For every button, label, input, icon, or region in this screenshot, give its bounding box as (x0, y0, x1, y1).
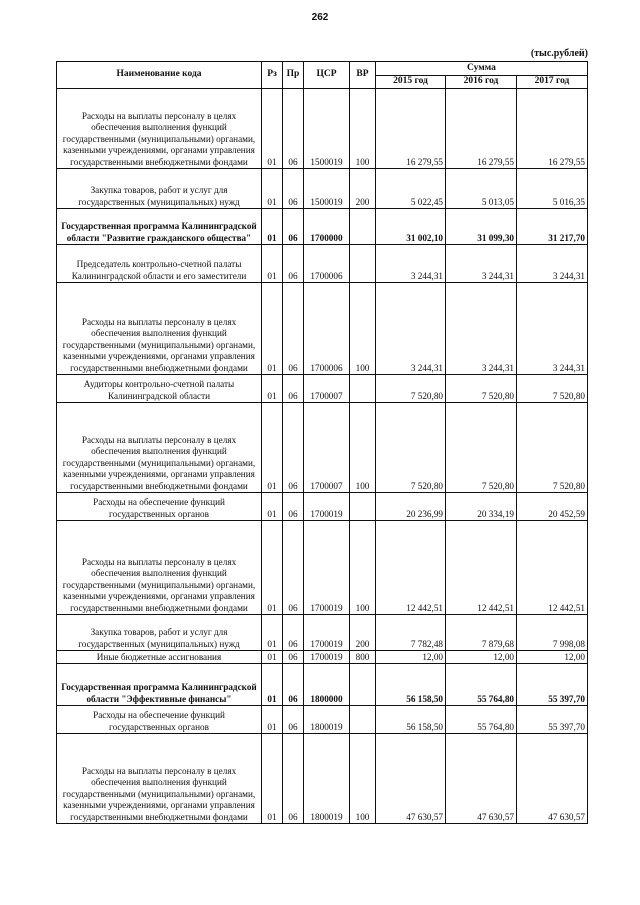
header-sum: Сумма (376, 62, 588, 76)
cell-pr: 06 (283, 209, 304, 245)
cell-rz: 01 (262, 651, 283, 664)
cell-2015: 5 022,45 (376, 169, 446, 209)
cell-name: Расходы на обеспечение функций государственных органов (57, 493, 262, 521)
cell-csr: 1700006 (304, 245, 350, 283)
cell-2017: 20 452,59 (517, 493, 588, 521)
table-row (57, 521, 588, 615)
cell-csr: 1700007 (304, 403, 350, 493)
cell-name: Расходы на выплаты персоналу в целях обеспечения выполнения функций государственными (муниципальными) органами, казенными учреждениями, органами управления государственными внебюджетными фондами (57, 521, 262, 615)
cell-2017: 5 016,35 (517, 169, 588, 209)
cell-name: Председатель контрольно-счетной палаты Калининградской области и его заместители (57, 245, 262, 283)
cell-name: Иные бюджетные ассигнования (57, 651, 262, 664)
cell-vr (350, 706, 376, 734)
cell-2015: 56 158,50 (376, 664, 446, 706)
table-row (57, 706, 588, 734)
cell-rz: 01 (262, 615, 283, 651)
cell-pr: 06 (283, 521, 304, 615)
cell-pr: 06 (283, 89, 304, 169)
cell-rz: 01 (262, 245, 283, 283)
cell-pr: 06 (283, 615, 304, 651)
cell-vr (350, 493, 376, 521)
cell-2015: 20 236,99 (376, 493, 446, 521)
budget-table (56, 61, 588, 824)
table-row (57, 169, 588, 209)
cell-pr: 06 (283, 169, 304, 209)
cell-rz: 01 (262, 493, 283, 521)
cell-vr (350, 375, 376, 403)
cell-2016: 16 279,55 (446, 89, 517, 169)
cell-rz: 01 (262, 521, 283, 615)
cell-csr: 1700019 (304, 521, 350, 615)
header-name: Наименование кода (57, 62, 262, 89)
cell-2015: 7 782,48 (376, 615, 446, 651)
cell-2015: 47 630,57 (376, 734, 446, 824)
cell-2017: 7 520,80 (517, 403, 588, 493)
cell-2017: 47 630,57 (517, 734, 588, 824)
cell-vr (350, 664, 376, 706)
cell-pr: 06 (283, 375, 304, 403)
cell-vr: 100 (350, 283, 376, 375)
cell-2016: 12,00 (446, 651, 517, 664)
cell-name: Закупка товаров, работ и услуг для государственных (муниципальных) нужд (57, 169, 262, 209)
cell-2015: 3 244,31 (376, 283, 446, 375)
cell-rz: 01 (262, 375, 283, 403)
cell-2016: 7 520,80 (446, 403, 517, 493)
cell-name: Закупка товаров, работ и услуг для государственных (муниципальных) нужд (57, 615, 262, 651)
table-row (57, 375, 588, 403)
cell-2015: 12,00 (376, 651, 446, 664)
cell-2017: 16 279,55 (517, 89, 588, 169)
cell-2015: 7 520,80 (376, 403, 446, 493)
cell-csr: 1800000 (304, 664, 350, 706)
cell-csr: 1700019 (304, 493, 350, 521)
cell-pr: 06 (283, 651, 304, 664)
cell-2017: 12,00 (517, 651, 588, 664)
cell-name: Расходы на выплаты персоналу в целях обеспечения выполнения функций государственными (муниципальными) органами, казенными учреждениями, органами управления государственными внебюджетными фондами (57, 403, 262, 493)
cell-rz: 01 (262, 664, 283, 706)
cell-vr: 200 (350, 169, 376, 209)
cell-csr: 1500019 (304, 89, 350, 169)
cell-2016: 7 520,80 (446, 375, 517, 403)
cell-2017: 31 217,70 (517, 209, 588, 245)
cell-vr: 100 (350, 403, 376, 493)
cell-vr (350, 245, 376, 283)
cell-name: Расходы на выплаты персоналу в целях обеспечения выполнения функций государственными (муниципальными) органами, казенными учреждениями, органами управления государственными внебюджетными фондами (57, 734, 262, 824)
cell-2015: 7 520,80 (376, 375, 446, 403)
cell-csr: 1700019 (304, 651, 350, 664)
cell-2016: 7 879,68 (446, 615, 517, 651)
cell-csr: 1700019 (304, 615, 350, 651)
table-row (57, 734, 588, 824)
cell-2016: 20 334,19 (446, 493, 517, 521)
table-body (57, 89, 588, 824)
table-row (57, 245, 588, 283)
cell-vr: 200 (350, 615, 376, 651)
cell-csr: 1500019 (304, 169, 350, 209)
cell-name: Расходы на обеспечение функций государственных органов (57, 706, 262, 734)
cell-rz: 01 (262, 169, 283, 209)
cell-2017: 3 244,31 (517, 283, 588, 375)
table-row (57, 651, 588, 664)
cell-csr: 1800019 (304, 734, 350, 824)
cell-name: Расходы на выплаты персоналу в целях обеспечения выполнения функций государственными (муниципальными) органами, казенными учреждениями, органами управления государственными внебюджетными фондами (57, 283, 262, 375)
cell-2015: 12 442,51 (376, 521, 446, 615)
cell-pr: 06 (283, 706, 304, 734)
cell-2016: 55 764,80 (446, 706, 517, 734)
table-row (57, 89, 588, 169)
cell-pr: 06 (283, 493, 304, 521)
cell-2017: 7 520,80 (517, 375, 588, 403)
table-row (57, 209, 588, 245)
cell-2016: 47 630,57 (446, 734, 517, 824)
cell-2016: 12 442,51 (446, 521, 517, 615)
header-csr: ЦСР (304, 62, 350, 89)
cell-csr: 1700000 (304, 209, 350, 245)
cell-name: Аудиторы контрольно-счетной палаты Калининградской области (57, 375, 262, 403)
cell-csr: 1700006 (304, 283, 350, 375)
cell-csr: 1700007 (304, 375, 350, 403)
cell-vr: 100 (350, 521, 376, 615)
cell-vr (350, 209, 376, 245)
cell-2016: 55 764,80 (446, 664, 517, 706)
cell-2017: 55 397,70 (517, 706, 588, 734)
cell-pr: 06 (283, 283, 304, 375)
cell-rz: 01 (262, 734, 283, 824)
cell-2015: 3 244,31 (376, 245, 446, 283)
cell-name: Государственная программа Калининградской области "Эффективные финансы" (57, 664, 262, 706)
cell-pr: 06 (283, 734, 304, 824)
cell-pr: 06 (283, 245, 304, 283)
header-vr: ВР (350, 62, 376, 89)
table-row (57, 664, 588, 706)
header-2015: 2015 год (376, 76, 446, 89)
cell-csr: 1800019 (304, 706, 350, 734)
table-row (57, 615, 588, 651)
cell-2016: 3 244,31 (446, 283, 517, 375)
table-row (57, 493, 588, 521)
unit-label: (тыс.рублей) (530, 48, 588, 59)
header-rz: Рз (262, 62, 283, 89)
cell-2017: 3 244,31 (517, 245, 588, 283)
cell-2016: 3 244,31 (446, 245, 517, 283)
cell-name: Расходы на выплаты персоналу в целях обеспечения выполнения функций государственными (муниципальными) органами, казенными учреждениями, органами управления государственными внебюджетными фондами (57, 89, 262, 169)
header-2016: 2016 год (446, 76, 517, 89)
cell-rz: 01 (262, 283, 283, 375)
cell-2017: 55 397,70 (517, 664, 588, 706)
cell-2016: 31 099,30 (446, 209, 517, 245)
cell-vr: 100 (350, 89, 376, 169)
table-row (57, 403, 588, 493)
cell-rz: 01 (262, 209, 283, 245)
page-number: 262 (311, 12, 329, 23)
cell-pr: 06 (283, 403, 304, 493)
cell-2016: 5 013,05 (446, 169, 517, 209)
cell-pr: 06 (283, 664, 304, 706)
cell-vr: 800 (350, 651, 376, 664)
cell-2017: 12 442,51 (517, 521, 588, 615)
cell-2015: 16 279,55 (376, 89, 446, 169)
cell-rz: 01 (262, 89, 283, 169)
header-2017: 2017 год (517, 76, 588, 89)
table-row (57, 283, 588, 375)
cell-2015: 56 158,50 (376, 706, 446, 734)
cell-vr: 100 (350, 734, 376, 824)
cell-rz: 01 (262, 403, 283, 493)
cell-rz: 01 (262, 706, 283, 734)
header-pr: Пр (283, 62, 304, 89)
cell-name: Государственная программа Калининградской области "Развитие гражданского общества" (57, 209, 262, 245)
cell-2015: 31 002,10 (376, 209, 446, 245)
cell-2017: 7 998,08 (517, 615, 588, 651)
